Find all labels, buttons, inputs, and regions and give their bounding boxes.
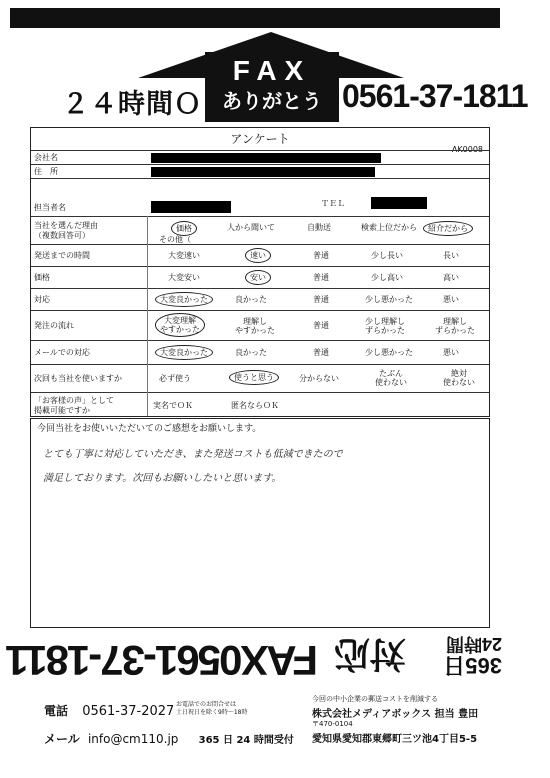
response-option-2: 良かった: [235, 295, 267, 304]
redacted-company: [151, 153, 381, 163]
mail-option-4: 少し悪かった: [365, 348, 413, 357]
reason-option-4: 検索上位だから: [361, 223, 417, 232]
header-24h-ok: ２４時間ＯＫ: [62, 89, 230, 120]
label-voice: 「お客様の声」として 掲載可能ですか: [34, 396, 114, 415]
company-address: 愛知県愛知郡東郷町三ツ池4丁目5-5: [312, 734, 478, 745]
price-option-4: 少し高い: [371, 273, 403, 282]
row-next-time: [31, 364, 489, 392]
label-price: 価格: [34, 273, 50, 282]
footer-phone: [44, 702, 174, 719]
mail-address[interactable]: info@cm110.jp: [87, 732, 179, 746]
top-black-bar: [10, 8, 500, 28]
banner-365: 365日: [443, 653, 502, 678]
label-mail: メールでの対応: [34, 348, 90, 357]
phone-number: 0561-37-2027: [82, 704, 175, 719]
company-zip: 〒470-0104: [312, 720, 353, 728]
form-code: AK0008: [451, 145, 483, 154]
row-address: [31, 164, 489, 178]
mail-option-3: 普通: [313, 348, 329, 357]
divider-label-column: [147, 216, 148, 416]
time-option-1: 大変速い: [168, 251, 200, 260]
next-option-2: 使うと思う: [229, 370, 279, 385]
row-voice: [31, 392, 489, 418]
label-address: 住 所: [34, 167, 58, 176]
mail-option-2: 良かった: [235, 348, 267, 357]
comment-handwriting-line1: とても丁寧に対応していただき、また発送コストも低減できたので: [43, 449, 343, 460]
row-company: [31, 150, 489, 164]
reason-option-1: 価格: [171, 221, 197, 236]
header-fax-number: 0561-37-1811: [342, 78, 528, 114]
response-option-1: 大変良かった: [155, 292, 213, 307]
survey-form: [30, 127, 490, 417]
ordering-option-4: 少し理解し ずらかった: [365, 317, 405, 335]
time-option-4: 少し長い: [371, 251, 403, 260]
fax-logo-text: FAX: [232, 55, 312, 86]
comment-box: [30, 418, 490, 628]
row-reason: [31, 216, 489, 244]
footer-mail: [44, 730, 294, 747]
time-option-5: 長い: [443, 251, 459, 260]
reason-other: その他（: [159, 235, 191, 244]
price-option-3: 普通: [313, 273, 329, 282]
price-option-2: 安い: [245, 270, 271, 285]
company-name: 株式会社メディアボックス 担当 豊田: [312, 709, 479, 720]
form-title: アンケート: [230, 132, 290, 146]
redacted-contact: [151, 201, 231, 213]
company-tagline: 今回の中小企業の郵送コストを削減する: [312, 695, 438, 703]
comment-handwriting-line2: 満足しております。次回もお願いしたいと思います。: [43, 473, 282, 484]
mail-label: メール: [44, 732, 80, 746]
phone-label: 電話: [44, 704, 69, 718]
response-option-5: 悪い: [443, 295, 459, 304]
price-option-1: 大変安い: [168, 273, 200, 282]
fax-thanks-text: ありがとう: [222, 89, 322, 113]
ordering-option-1: 大変理解 やすかった: [155, 313, 205, 337]
response-option-3: 普通: [313, 295, 329, 304]
reason-option-3: 自動送: [307, 223, 331, 232]
inverted-banner: [7, 632, 506, 684]
next-option-5: 絶対 使わない: [443, 369, 475, 387]
redacted-address: [151, 167, 375, 177]
next-option-3: 分からない: [299, 374, 339, 383]
label-next-time: 次回も当社を使いますか: [34, 374, 122, 383]
row-time: [31, 244, 489, 266]
row-response: [31, 288, 489, 310]
label-response: 対応: [34, 295, 50, 304]
response-option-4: 少し悪かった: [365, 295, 413, 304]
reason-option-2: 人から聞いて: [227, 223, 275, 232]
label-contact: 担当者名: [34, 203, 66, 212]
row-mail: [31, 340, 489, 364]
time-option-2: 速い: [245, 248, 271, 263]
voice-option-2: 匿名ならＯＫ: [231, 401, 279, 410]
phone-note: お電話でのお問合せは 土日祝日を除く9時〜18時: [176, 701, 248, 716]
price-option-5: 高い: [443, 273, 459, 282]
label-company: 会社名: [34, 153, 58, 162]
row-price: [31, 266, 489, 288]
label-reason: 当社を選んだ理由 （複数回答可）: [34, 221, 98, 240]
ordering-option-5: 理解し ずらかった: [435, 317, 475, 335]
row-ordering: [31, 310, 489, 340]
voice-option-1: 実名でＯＫ: [153, 401, 193, 410]
banner-taio: 対応: [333, 634, 406, 675]
banner-fax-number: FAX0561-37-1811: [7, 637, 318, 684]
banner-24h: 24時間: [445, 634, 502, 654]
label-time: 発送までの時間: [34, 251, 90, 260]
next-option-4: たぶん 使わない: [375, 369, 407, 387]
ordering-option-2: 理解し やすかった: [235, 317, 275, 335]
label-tel: ＴＥＬ: [321, 199, 345, 208]
row-contact: [31, 178, 489, 216]
next-option-1: 必ず使う: [159, 374, 191, 383]
redacted-tel: [371, 197, 427, 209]
mail-option-5: 悪い: [443, 348, 459, 357]
time-option-3: 普通: [313, 251, 329, 260]
label-ordering: 発注の流れ: [34, 321, 74, 330]
comment-prompt: 今回当社をお使いいただいてのご感想をお願いします。: [37, 424, 262, 434]
mail-hours: 365 日 24 時間受付: [198, 735, 294, 746]
mail-option-1: 大変良かった: [155, 345, 213, 360]
ordering-option-3: 普通: [313, 321, 329, 330]
reason-option-5: 紹介だから: [423, 221, 473, 236]
